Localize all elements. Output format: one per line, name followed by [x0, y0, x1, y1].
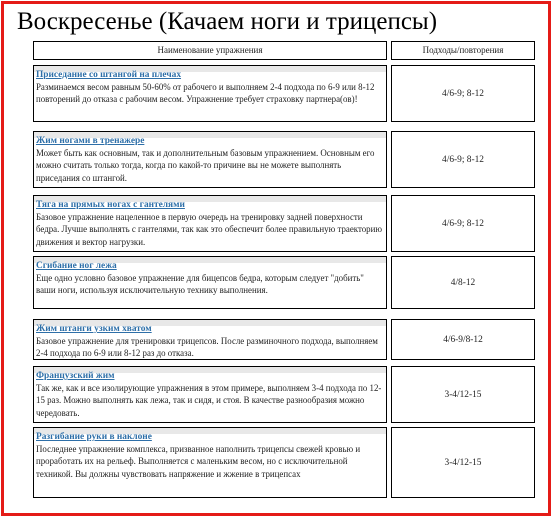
exercise-description: Так же, как и все изолирующие упражнения в этом примере, выполняем 3-4 подхода по 12-15 раз. Можно выполнять как лежа, так и сидя, и стоя. В качестве разнообразия можно чередовать.	[36, 383, 382, 418]
exercise-description: Разминаемся весом равным 50-60% от рабочего и выполняем 2-4 подхода по 6-9 или 8-12 повторений до отказа с рабочим весом. Упражнение требует страховку партнера(ов)!	[36, 82, 375, 105]
exercise-link[interactable]: Тяга на прямых ногах с гантелями	[36, 200, 185, 210]
exercise-description: Еще одно условно базовое упражнение для бицепсов бедра, которым следует "добить" ваши ноги, используя исключительную технику выполнения.	[36, 273, 364, 296]
table-row-sets: 3-4/12-15	[391, 427, 535, 498]
exercise-table	[33, 41, 535, 502]
exercise-description: Последнее упражнение комплекса, призванное наполнить трицепсы свежей кровью и проработать их на рельеф. Выполняется с маленьким весом, но с исключительной техникой. Вы должны чувствовать напряжение и жжение в трицепсах	[36, 444, 361, 479]
exercise-link[interactable]: Разгибание руки в наклоне	[36, 432, 152, 442]
table-row-exercise	[33, 131, 387, 188]
exercise-link[interactable]: Сгибание ног лежа	[36, 261, 117, 271]
table-row-sets: 3-4/12-15	[391, 366, 535, 423]
header-sets: Подходы/повторения	[391, 41, 535, 60]
table-row-exercise	[33, 256, 387, 309]
table-row-exercise	[33, 366, 387, 423]
table-row-exercise	[33, 65, 387, 122]
exercise-description: Базовое упражнение нацеленное в первую очередь на тренировку задней поверхности бедра. Лучше выполнять с гантелями, так как это обеспечит более правильную траекторию движения и вектор нагрузки.	[36, 212, 382, 247]
page-title: Воскресенье (Качаем ноги и трицепсы)	[17, 8, 438, 35]
exercise-description: Базовое упражнение для тренировки трицепсов. После разминочного подхода, выполняем 2-4 подхода по 6-9 или 8-12 раз до отказа.	[36, 336, 378, 359]
table-row-sets: 4/6-9; 8-12	[391, 65, 535, 122]
exercise-description: Может быть как основным, так и дополнительным базовым упражнением. Основным его можно считать только тогда, когда по какой-то причине вы не можете выполнять приседания со штангой.	[36, 148, 375, 183]
table-row-exercise	[33, 319, 387, 360]
table-row-sets: 4/8-12	[391, 256, 535, 309]
table-row-sets: 4/6-9; 8-12	[391, 195, 535, 252]
table-row-exercise	[33, 427, 387, 498]
exercise-link[interactable]: Французский жим	[36, 371, 115, 381]
exercise-link[interactable]: Жим штанги узким хватом	[36, 324, 152, 334]
header-exercise: Наименование упражнения	[33, 41, 387, 60]
table-row-sets: 4/6-9/8-12	[391, 319, 535, 360]
table-row-sets: 4/6-9; 8-12	[391, 131, 535, 188]
exercise-link[interactable]: Приседание со штангой на плечах	[36, 70, 182, 80]
table-row-exercise	[33, 195, 387, 252]
exercise-link[interactable]: Жим ногами в тренажере	[36, 136, 145, 146]
